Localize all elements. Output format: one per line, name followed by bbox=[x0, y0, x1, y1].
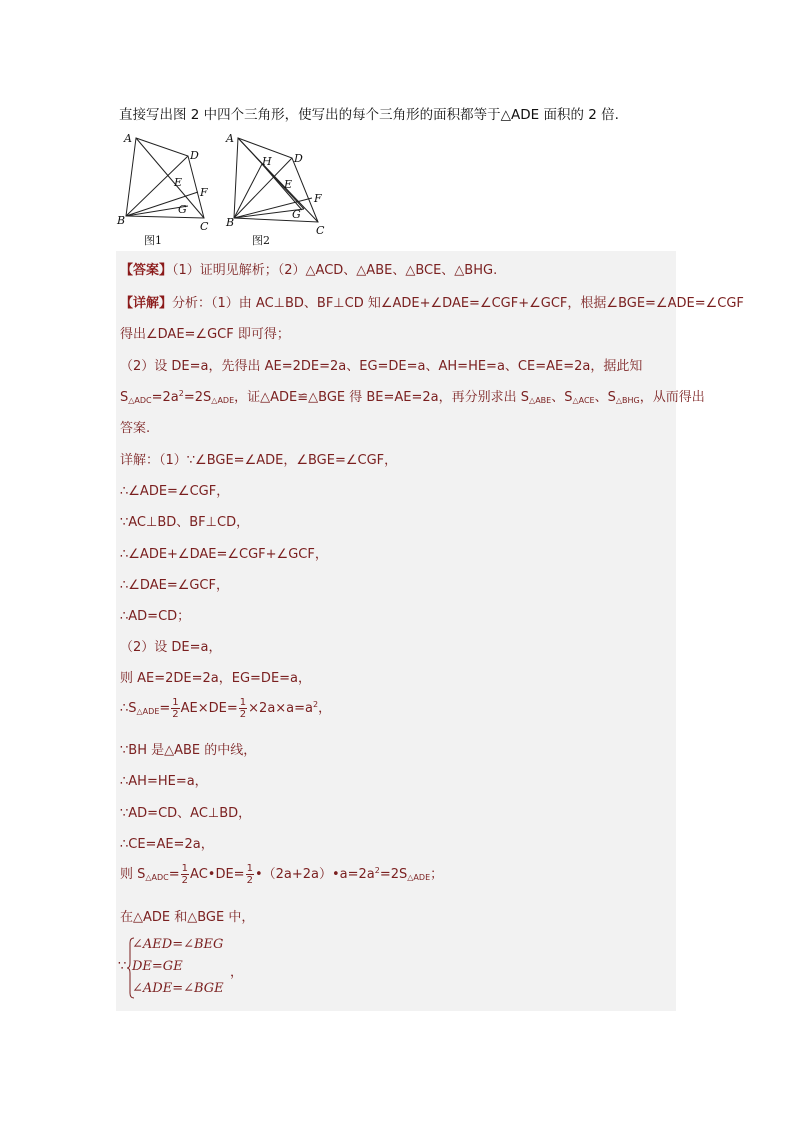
detail-line-1 bbox=[120, 292, 744, 311]
fig1-label-c: C bbox=[200, 220, 209, 233]
fig2-label-h: H bbox=[262, 155, 272, 168]
fig2-label-f: F bbox=[314, 192, 322, 205]
denominator: 2 bbox=[239, 709, 247, 720]
solution-line-12: ∵AD=CD、AC⊥BD， bbox=[120, 806, 252, 821]
text-segment: AC•DE= bbox=[190, 867, 245, 882]
detail-line-4 bbox=[120, 386, 705, 405]
subscript: △ADC bbox=[145, 873, 169, 882]
text-segment: ，证△ADE≌△BGE 得 BE=AE=2a，再分别求出 S bbox=[234, 390, 530, 405]
text-segment: 、S bbox=[551, 390, 573, 405]
fraction bbox=[171, 697, 179, 720]
system-comma: ， bbox=[230, 965, 244, 980]
text-segment: •（2a+2a）•a=2a bbox=[254, 867, 375, 882]
intro-question-text: 直接写出图 2 中四个三角形，使写出的每个三角形的面积都等于△ADE 面积的 2 倍. bbox=[119, 107, 619, 123]
solution-line-15: 在△ADE 和△BGE 中， bbox=[120, 910, 255, 925]
text-segment: ， bbox=[318, 701, 332, 716]
denominator: 2 bbox=[172, 709, 179, 720]
solution-line-2: ∴∠ADE=∠CGF， bbox=[120, 484, 230, 499]
solution-line-10: ∵BH 是△ABE 的中线， bbox=[120, 743, 257, 758]
denominator: 2 bbox=[181, 875, 189, 886]
solution-line-8: 则 AE=2DE=2a，EG=DE=a， bbox=[120, 671, 312, 686]
fig2-caption: 图2 bbox=[252, 234, 270, 247]
fig2-label-b: B bbox=[226, 216, 235, 229]
fig1-label-b: B bbox=[117, 214, 126, 227]
because-symbol: ∵ bbox=[118, 959, 127, 974]
text-segment: = bbox=[159, 701, 171, 716]
text-segment: ×2a×a=a bbox=[248, 701, 314, 716]
solution-line-1: 详解：（1）∵∠BGE=∠ADE，∠BGE=∠CGF， bbox=[120, 453, 398, 468]
fraction bbox=[181, 863, 189, 886]
subscript: △ADC bbox=[128, 396, 152, 405]
subscript: △ABE bbox=[529, 396, 552, 405]
numerator: 1 bbox=[239, 697, 247, 708]
fig2-label-a: A bbox=[226, 132, 234, 145]
text-segment: ，从而得出 bbox=[639, 390, 705, 405]
answer-tag: 【答案】 bbox=[120, 263, 173, 278]
detail-line-3: （2）设 DE=a，先得出 AE=2DE=2a、EG=DE=a、AH=HE=a、CE=AE=2a，据此知 bbox=[120, 359, 643, 374]
numerator: 1 bbox=[181, 863, 189, 874]
figures bbox=[112, 126, 342, 250]
fraction bbox=[239, 697, 247, 720]
solution-line-14 bbox=[120, 863, 443, 886]
subscript: △BHG bbox=[615, 396, 640, 405]
solution-line-13: ∴CE=AE=2a， bbox=[120, 837, 214, 852]
solution-line-4: ∴∠ADE+∠DAE=∠CGF+∠GCF， bbox=[120, 547, 328, 562]
solution-line-11: ∴AH=HE=a， bbox=[120, 774, 208, 789]
equation-system bbox=[118, 935, 278, 1001]
system-row-3: ∠ADE=∠BGE bbox=[132, 981, 224, 996]
detail-line-2: 得出∠DAE=∠GCF 即可得； bbox=[120, 327, 290, 342]
detail-text-1: 分析：（1）由 AC⊥BD、BF⊥CD 知∠ADE+∠DAE=∠CGF+∠GCF，根据∠BGE=∠ADE=∠CGF bbox=[172, 296, 744, 311]
figure-2 bbox=[234, 138, 318, 222]
subscript: △ADE bbox=[407, 873, 431, 882]
numerator: 1 bbox=[172, 697, 179, 708]
fig2-label-g: G bbox=[292, 208, 301, 221]
superscript: 2 bbox=[313, 700, 319, 709]
detail-tag: 【详解】 bbox=[120, 296, 173, 311]
subscript: △ACE bbox=[572, 396, 595, 405]
fig2-label-e: E bbox=[284, 178, 293, 191]
fig2-label-c: C bbox=[316, 224, 325, 237]
solution-line-3: ∵AC⊥BD、BF⊥CD， bbox=[120, 515, 250, 530]
superscript: 2 bbox=[374, 866, 380, 875]
system-row-2: DE=GE bbox=[132, 959, 183, 974]
text-segment: ； bbox=[430, 867, 444, 882]
superscript: 2 bbox=[178, 389, 184, 398]
s-symbol: S bbox=[120, 390, 129, 405]
text-segment: = bbox=[168, 867, 180, 882]
subscript: △ADE bbox=[136, 707, 160, 716]
text-segment: =2a bbox=[151, 390, 179, 405]
text-segment: 则 S bbox=[120, 867, 146, 882]
text-segment: AE×DE= bbox=[180, 701, 238, 716]
answer-text: （1）证明见解析；（2）△ACD、△ABE、△BCE、△BHG. bbox=[172, 263, 498, 278]
fig1-label-f: F bbox=[200, 186, 208, 199]
solution-line-5: ∴∠DAE=∠GCF， bbox=[120, 578, 229, 593]
text-segment: 、S bbox=[594, 390, 616, 405]
fig1-caption: 图1 bbox=[144, 234, 162, 247]
denominator: 2 bbox=[246, 875, 253, 886]
fig1-label-g: G bbox=[178, 203, 187, 216]
subscript: △ADE bbox=[211, 396, 235, 405]
text-segment: =2S bbox=[183, 390, 212, 405]
fig1-label-d: D bbox=[190, 149, 199, 162]
answer-line bbox=[120, 259, 497, 278]
system-row-1: ∠AED=∠BEG bbox=[132, 937, 224, 952]
fig2-label-d: D bbox=[294, 152, 303, 165]
solution-line-9 bbox=[120, 697, 331, 720]
geometry-figures bbox=[112, 126, 342, 250]
detail-line-5: 答案. bbox=[120, 421, 151, 436]
text-segment: ∴S bbox=[120, 701, 137, 716]
fraction bbox=[246, 863, 254, 886]
numerator: 1 bbox=[246, 863, 253, 874]
fig1-label-e: E bbox=[174, 176, 183, 189]
solution-line-7: （2）设 DE=a， bbox=[120, 640, 222, 655]
text-segment: =2S bbox=[379, 867, 408, 882]
fig1-label-a: A bbox=[124, 132, 132, 145]
solution-line-6: ∴AD=CD； bbox=[120, 609, 191, 624]
